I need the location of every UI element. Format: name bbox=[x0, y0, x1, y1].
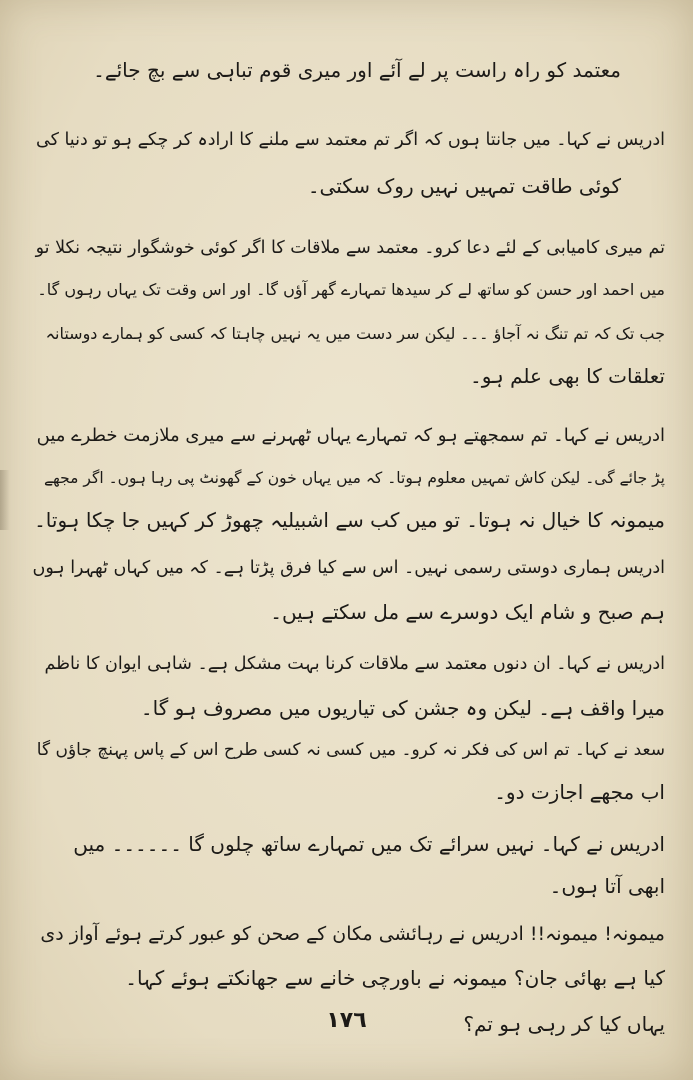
text-line: میرا واقف ہے۔ لیکن وہ جشن کی تیاریوں میں مصروف ہو گا۔ bbox=[140, 696, 665, 720]
text-line: کوئی طاقت تمہیں نہیں روک سکتی۔ bbox=[307, 174, 621, 198]
text-line: میں احمد اور حسن کو ساتھ لے کر سیدھا تمہارے گھر آؤں گا۔ اور اس وقت تک یہاں رہوں گا۔ bbox=[37, 280, 665, 299]
text-line: میمونہ! میمونہ!! ادریس نے رہائشی مکان کے صحن کو عبور کرتے ہوئے آواز دی bbox=[40, 923, 665, 945]
text-line: ہم صبح و شام ایک دوسرے سے مل سکتے ہیں۔ bbox=[270, 600, 665, 624]
text-line: کیا ہے بھائی جان؟ میمونہ نے باورچی خانے سے جھانکتے ہوئے کہا۔ bbox=[125, 966, 665, 990]
text-line: معتمد کو راہ راست پر لے آئے اور میری قوم تباہی سے بچ جائے۔ bbox=[93, 58, 621, 82]
text-line: ادریس نے کہا۔ ان دنوں معتمد سے ملاقات کرنا بہت مشکل ہے۔ شاہی ایوان کا ناظم bbox=[44, 654, 665, 674]
text-line: ادریس نے کہا۔ نہیں سرائے تک میں تمہارے ساتھ چلوں گا ۔۔۔۔۔۔ میں bbox=[73, 832, 665, 856]
text-line: ادریس نے کہا۔ تم سمجھتے ہو کہ تمہارے یہاں ٹھہرنے سے میری ملازمت خطرے میں bbox=[36, 425, 665, 446]
text-line: اب مجھے اجازت دو۔ bbox=[494, 780, 665, 804]
text-line: جب تک کہ تم تنگ نہ آجاؤ ۔۔۔ لیکن سر دست میں یہ نہیں چاہتا کہ کسی کو ہمارے دوستانہ bbox=[45, 324, 665, 343]
text-line: تم میری کامیابی کے لئے دعا کرو۔ معتمد سے ملاقات کا اگر کوئی خوشگوار نتیجہ نکلا تو bbox=[35, 238, 665, 258]
text-line: ابھی آتا ہوں۔ bbox=[549, 874, 665, 898]
page-edge-tear bbox=[0, 470, 10, 530]
text-line: یہاں کیا کر رہی ہو تم؟ bbox=[463, 1012, 665, 1036]
text-line: میمونہ کا خیال نہ ہوتا۔ تو میں کب سے اشبیلیہ چھوڑ کر کہیں جا چکا ہوتا۔ bbox=[34, 508, 665, 532]
text-line: ادریس نے کہا۔ میں جانتا ہوں کہ اگر تم معتمد سے ملنے کا ارادہ کر چکے ہو تو دنیا کی bbox=[35, 130, 665, 150]
text-line: پڑ جائے گی۔ لیکن کاش تمہیں معلوم ہوتا۔ کہ میں یہاں خون کے گھونٹ پی رہا ہوں۔ اگر مجھے bbox=[43, 469, 665, 487]
text-line: تعلقات کا بھی علم ہو۔ bbox=[469, 364, 665, 388]
text-line: ادریس ہماری دوستی رسمی نہیں۔ اس سے کیا فرق پڑتا ہے۔ کہ میں کہاں ٹھہرا ہوں bbox=[32, 558, 665, 578]
page-number: ١٧٦ bbox=[326, 1008, 367, 1033]
text-line: سعد نے کہا۔ تم اس کی فکر نہ کرو۔ میں کسی نہ کسی طرح اس کے پاس پہنچ جاؤں گا bbox=[36, 740, 665, 760]
